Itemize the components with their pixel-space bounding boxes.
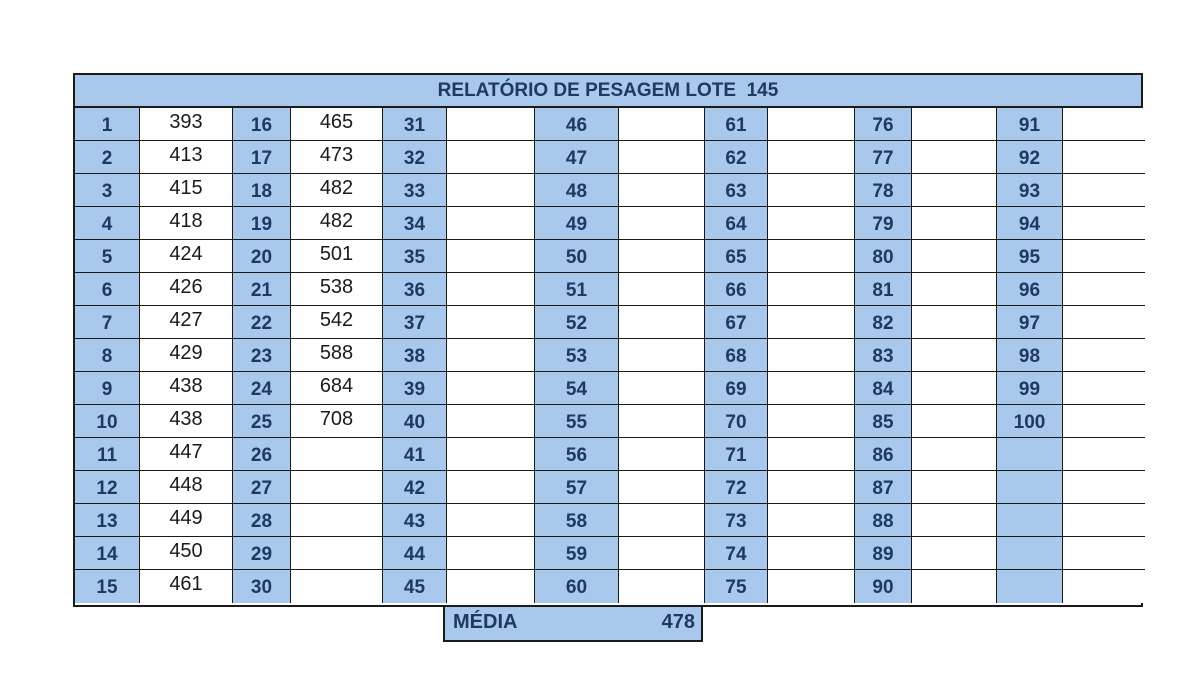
item-number-cell: 11 <box>75 438 140 471</box>
item-number-cell: 12 <box>75 471 140 504</box>
item-number-cell: 6 <box>75 273 140 306</box>
item-number-cell: 53 <box>535 339 619 372</box>
weight-value-cell <box>1063 405 1145 438</box>
weight-value-cell <box>912 141 997 174</box>
weight-value-cell <box>619 108 705 141</box>
weight-value-cell <box>619 405 705 438</box>
item-number-cell: 55 <box>535 405 619 438</box>
item-number-cell: 1 <box>75 108 140 141</box>
item-number-cell: 89 <box>855 537 912 570</box>
item-number-cell: 91 <box>997 108 1063 141</box>
weight-value-cell <box>912 174 997 207</box>
weight-value-cell <box>768 372 855 405</box>
weight-value-cell: 429 <box>140 339 233 372</box>
weight-value-cell <box>1063 471 1145 504</box>
item-number-cell: 51 <box>535 273 619 306</box>
weight-value-cell <box>768 240 855 273</box>
item-number-cell: 79 <box>855 207 912 240</box>
item-number-cell: 29 <box>233 537 291 570</box>
weight-value-cell <box>768 504 855 537</box>
weight-value-cell <box>447 405 535 438</box>
average-box <box>443 605 703 642</box>
weight-value-cell <box>447 108 535 141</box>
weight-value-cell: 415 <box>140 174 233 207</box>
item-number-cell: 69 <box>705 372 768 405</box>
weight-value-cell <box>447 174 535 207</box>
item-number-cell: 47 <box>535 141 619 174</box>
item-number-cell: 7 <box>75 306 140 339</box>
item-number-cell: 83 <box>855 339 912 372</box>
item-number-cell: 97 <box>997 306 1063 339</box>
weight-value-cell <box>912 471 997 504</box>
item-number-cell: 77 <box>855 141 912 174</box>
weight-value-cell: 588 <box>291 339 383 372</box>
average-label: MÉDIA <box>453 611 518 633</box>
weight-value-cell <box>619 339 705 372</box>
weight-value-cell <box>768 339 855 372</box>
item-number-cell: 2 <box>75 141 140 174</box>
item-number-cell: 76 <box>855 108 912 141</box>
item-number-cell: 100 <box>997 405 1063 438</box>
item-number-cell: 35 <box>383 240 447 273</box>
weight-value-cell <box>447 141 535 174</box>
item-number-cell: 26 <box>233 438 291 471</box>
item-number-cell: 80 <box>855 240 912 273</box>
weight-value-cell <box>619 306 705 339</box>
weight-value-cell <box>619 273 705 306</box>
item-number-cell: 70 <box>705 405 768 438</box>
item-number-cell: 16 <box>233 108 291 141</box>
item-number-cell: 44 <box>383 537 447 570</box>
item-number-cell <box>997 438 1063 471</box>
weight-value-cell: 413 <box>140 141 233 174</box>
item-number-cell: 57 <box>535 471 619 504</box>
weight-value-cell <box>912 108 997 141</box>
weight-value-cell: 450 <box>140 537 233 570</box>
item-number-cell: 54 <box>535 372 619 405</box>
weight-value-cell <box>291 438 383 471</box>
weight-value-cell: 538 <box>291 273 383 306</box>
item-number-cell: 21 <box>233 273 291 306</box>
item-number-cell: 25 <box>233 405 291 438</box>
weight-value-cell <box>1063 240 1145 273</box>
weight-value-cell <box>912 273 997 306</box>
item-number-cell: 24 <box>233 372 291 405</box>
weight-value-cell: 482 <box>291 174 383 207</box>
item-number-cell <box>997 570 1063 603</box>
weight-value-cell <box>619 141 705 174</box>
item-number-cell: 38 <box>383 339 447 372</box>
weight-value-cell <box>768 207 855 240</box>
weight-value-cell <box>291 570 383 603</box>
item-number-cell: 20 <box>233 240 291 273</box>
weight-value-cell: 708 <box>291 405 383 438</box>
weight-value-cell <box>1063 438 1145 471</box>
weight-value-cell <box>619 372 705 405</box>
average-value: 478 <box>661 611 695 633</box>
item-number-cell: 62 <box>705 141 768 174</box>
weighing-report-table <box>73 73 1143 607</box>
item-number-cell: 78 <box>855 174 912 207</box>
weight-value-cell <box>768 174 855 207</box>
weight-value-cell <box>447 570 535 603</box>
item-number-cell: 99 <box>997 372 1063 405</box>
item-number-cell: 9 <box>75 372 140 405</box>
item-number-cell: 75 <box>705 570 768 603</box>
weight-value-cell <box>1063 306 1145 339</box>
weight-value-cell <box>1063 372 1145 405</box>
weight-value-cell <box>912 306 997 339</box>
weight-value-cell: 684 <box>291 372 383 405</box>
weight-value-cell <box>447 504 535 537</box>
weight-value-cell: 448 <box>140 471 233 504</box>
item-number-cell: 88 <box>855 504 912 537</box>
weight-value-cell <box>768 471 855 504</box>
item-number-cell: 14 <box>75 537 140 570</box>
item-number-cell: 43 <box>383 504 447 537</box>
item-number-cell: 82 <box>855 306 912 339</box>
item-number-cell: 8 <box>75 339 140 372</box>
weight-value-cell <box>447 306 535 339</box>
weight-value-cell <box>1063 504 1145 537</box>
weight-value-cell <box>768 108 855 141</box>
item-number-cell: 13 <box>75 504 140 537</box>
weight-value-cell <box>447 207 535 240</box>
weight-value-cell <box>912 570 997 603</box>
weight-value-cell <box>1063 339 1145 372</box>
item-number-cell: 50 <box>535 240 619 273</box>
item-number-cell: 56 <box>535 438 619 471</box>
weight-value-cell: 542 <box>291 306 383 339</box>
item-number-cell: 98 <box>997 339 1063 372</box>
weight-value-cell <box>291 504 383 537</box>
item-number-cell: 61 <box>705 108 768 141</box>
item-number-cell: 42 <box>383 471 447 504</box>
item-number-cell: 86 <box>855 438 912 471</box>
weight-value-cell <box>912 372 997 405</box>
item-number-cell: 71 <box>705 438 768 471</box>
weight-value-cell <box>1063 273 1145 306</box>
weight-value-cell <box>1063 207 1145 240</box>
weight-value-cell: 427 <box>140 306 233 339</box>
weight-value-cell: 393 <box>140 108 233 141</box>
item-number-cell: 68 <box>705 339 768 372</box>
item-number-cell: 23 <box>233 339 291 372</box>
weight-value-cell: 501 <box>291 240 383 273</box>
item-number-cell: 19 <box>233 207 291 240</box>
item-number-cell: 66 <box>705 273 768 306</box>
item-number-cell: 37 <box>383 306 447 339</box>
item-number-cell: 31 <box>383 108 447 141</box>
weight-value-cell: 449 <box>140 504 233 537</box>
item-number-cell: 34 <box>383 207 447 240</box>
item-number-cell: 64 <box>705 207 768 240</box>
weight-value-cell <box>619 207 705 240</box>
weight-value-cell <box>447 273 535 306</box>
item-number-cell: 49 <box>535 207 619 240</box>
weight-value-cell: 426 <box>140 273 233 306</box>
weight-value-cell: 461 <box>140 570 233 603</box>
weight-value-cell <box>768 438 855 471</box>
item-number-cell: 90 <box>855 570 912 603</box>
weight-value-cell <box>1063 108 1145 141</box>
weight-value-cell <box>912 240 997 273</box>
item-number-cell: 41 <box>383 438 447 471</box>
item-number-cell: 72 <box>705 471 768 504</box>
item-number-cell: 73 <box>705 504 768 537</box>
weight-value-cell <box>447 438 535 471</box>
weight-value-cell <box>912 438 997 471</box>
weight-value-cell: 438 <box>140 372 233 405</box>
item-number-cell: 40 <box>383 405 447 438</box>
item-number-cell: 45 <box>383 570 447 603</box>
weight-value-cell <box>447 339 535 372</box>
item-number-cell: 18 <box>233 174 291 207</box>
weight-value-cell <box>768 405 855 438</box>
item-number-cell: 36 <box>383 273 447 306</box>
weight-value-cell <box>291 471 383 504</box>
item-number-cell: 5 <box>75 240 140 273</box>
weight-value-cell <box>768 273 855 306</box>
item-number-cell: 30 <box>233 570 291 603</box>
item-number-cell: 59 <box>535 537 619 570</box>
weight-value-cell <box>619 504 705 537</box>
item-number-cell: 46 <box>535 108 619 141</box>
weight-value-cell <box>619 438 705 471</box>
item-number-cell: 33 <box>383 174 447 207</box>
weight-value-cell <box>1063 174 1145 207</box>
weight-value-cell: 418 <box>140 207 233 240</box>
weight-value-cell <box>447 372 535 405</box>
item-number-cell: 17 <box>233 141 291 174</box>
weight-value-cell: 473 <box>291 141 383 174</box>
item-number-cell: 81 <box>855 273 912 306</box>
weight-value-cell <box>912 207 997 240</box>
item-number-cell <box>997 537 1063 570</box>
item-number-cell: 32 <box>383 141 447 174</box>
item-number-cell: 39 <box>383 372 447 405</box>
item-number-cell: 65 <box>705 240 768 273</box>
weight-value-cell: 482 <box>291 207 383 240</box>
item-number-cell: 94 <box>997 207 1063 240</box>
item-number-cell: 27 <box>233 471 291 504</box>
item-number-cell: 96 <box>997 273 1063 306</box>
weight-value-cell <box>619 471 705 504</box>
item-number-cell: 15 <box>75 570 140 603</box>
weight-value-cell <box>447 537 535 570</box>
weight-value-cell <box>768 141 855 174</box>
item-number-cell: 3 <box>75 174 140 207</box>
item-number-cell: 4 <box>75 207 140 240</box>
item-number-cell: 60 <box>535 570 619 603</box>
item-number-cell <box>997 504 1063 537</box>
weight-value-cell <box>912 405 997 438</box>
report-title: RELATÓRIO DE PESAGEM LOTE 145 <box>75 75 1141 108</box>
item-number-cell: 95 <box>997 240 1063 273</box>
weight-value-cell: 438 <box>140 405 233 438</box>
item-number-cell: 22 <box>233 306 291 339</box>
weight-value-cell <box>768 537 855 570</box>
weight-value-cell <box>768 570 855 603</box>
weight-value-cell <box>291 537 383 570</box>
item-number-cell: 92 <box>997 141 1063 174</box>
item-number-cell: 87 <box>855 471 912 504</box>
weight-value-cell <box>768 306 855 339</box>
weight-value-cell <box>1063 537 1145 570</box>
weight-value-cell: 424 <box>140 240 233 273</box>
weight-value-cell <box>619 570 705 603</box>
item-number-cell <box>997 471 1063 504</box>
item-number-cell: 10 <box>75 405 140 438</box>
weight-value-cell <box>1063 570 1145 603</box>
weight-value-cell <box>619 537 705 570</box>
weight-value-cell <box>912 339 997 372</box>
item-number-cell: 28 <box>233 504 291 537</box>
item-number-cell: 52 <box>535 306 619 339</box>
weight-value-cell: 465 <box>291 108 383 141</box>
weight-value-cell: 447 <box>140 438 233 471</box>
item-number-cell: 93 <box>997 174 1063 207</box>
weight-value-cell <box>619 240 705 273</box>
weight-value-cell <box>447 240 535 273</box>
item-number-cell: 74 <box>705 537 768 570</box>
weight-value-cell <box>912 537 997 570</box>
item-number-cell: 48 <box>535 174 619 207</box>
item-number-cell: 58 <box>535 504 619 537</box>
item-number-cell: 84 <box>855 372 912 405</box>
item-number-cell: 67 <box>705 306 768 339</box>
item-number-cell: 63 <box>705 174 768 207</box>
weight-value-cell <box>619 174 705 207</box>
weight-value-cell <box>447 471 535 504</box>
item-number-cell: 85 <box>855 405 912 438</box>
weight-value-cell <box>912 504 997 537</box>
weight-value-cell <box>1063 141 1145 174</box>
